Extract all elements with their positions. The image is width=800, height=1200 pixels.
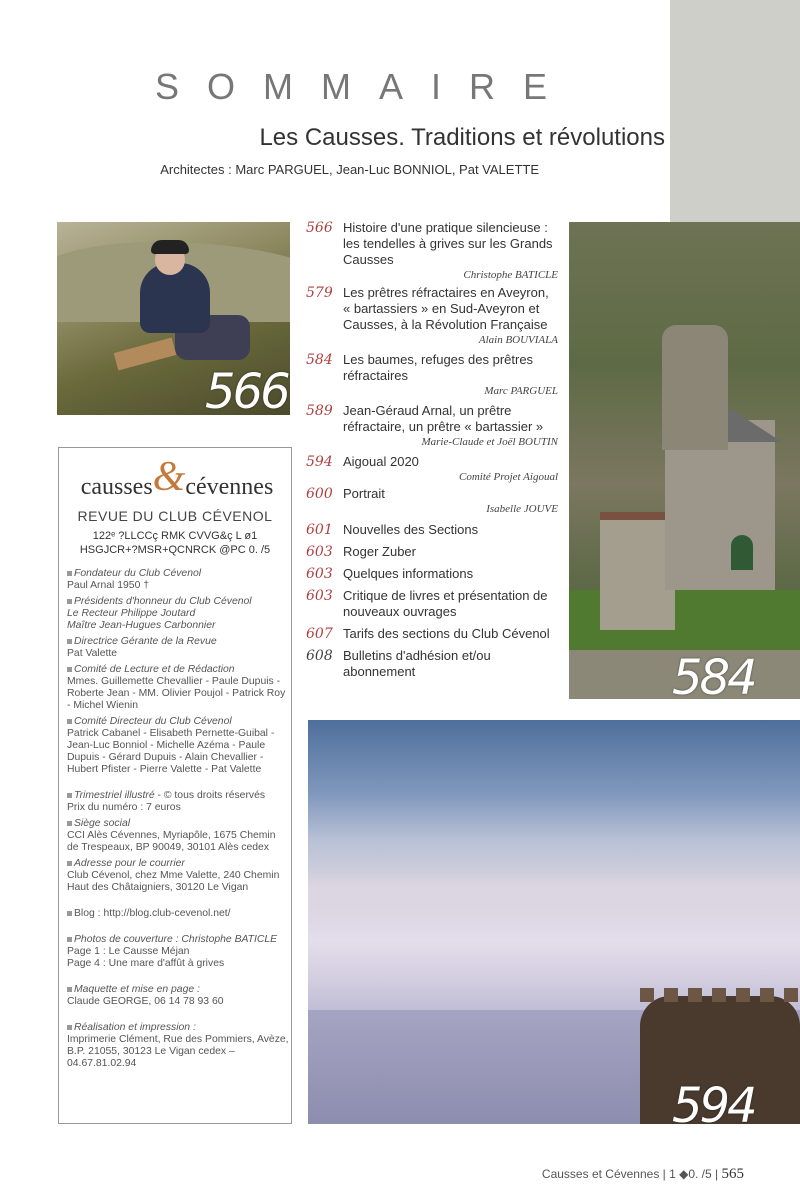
toc-author: Christophe BATICLE xyxy=(463,269,558,281)
toc-item[interactable] xyxy=(306,588,558,620)
toc-author: Comité Projet Aigoual xyxy=(459,471,558,483)
toc-page-number: 608 xyxy=(306,648,333,664)
toc-title: Nouvelles des Sections xyxy=(343,522,479,537)
photo-tower xyxy=(662,325,728,450)
toc-author: Marie-Claude et Joël BOUTIN xyxy=(421,436,558,448)
masthead-credit-entry xyxy=(67,664,289,712)
logo-word-cevennes: cévennes xyxy=(185,474,274,500)
toc-item[interactable] xyxy=(306,648,558,680)
photo-number-566: 566 xyxy=(205,364,288,420)
credit-line: Claude GEORGE, 06 14 78 93 60 xyxy=(67,996,224,1007)
masthead-credits xyxy=(67,568,289,1074)
toc-title: Roger Zuber xyxy=(343,544,416,559)
photo-number-594: 594 xyxy=(672,1078,755,1134)
page-footer xyxy=(542,1166,744,1183)
toc-page-number: 579 xyxy=(306,285,333,301)
footer-page-number: 565 xyxy=(721,1166,744,1182)
revue-logo xyxy=(63,454,291,501)
credit-line: Page 1 : Le Causse Méjan xyxy=(67,946,190,957)
photo-castle-battlements xyxy=(640,988,800,1002)
masthead-credit-entry xyxy=(67,568,289,592)
toc-title: Portrait xyxy=(343,486,385,501)
toc-page-number: 601 xyxy=(306,522,333,538)
masthead-credit-entry xyxy=(67,716,289,776)
credit-label: Maquette et mise en page : xyxy=(74,984,200,995)
photo-church-door xyxy=(731,535,753,570)
toc-page-number: 594 xyxy=(306,454,333,470)
credit-line: Club Cévenol, chez Mme Valette, 240 Chemin Haut des Châtaigniers, 30120 Le Vigan xyxy=(67,870,280,893)
credit-label: Fondateur du Club Cévenol xyxy=(74,568,202,579)
bullet-icon xyxy=(67,821,72,826)
toc-page-number: 566 xyxy=(306,220,333,236)
credit-line: CCI Alès Cévennes, Myriapôle, 1675 Chemin de Trespeaux, BP 90049, 30101 Alès cedex xyxy=(67,830,276,853)
credit-line: Le Recteur Philippe Joutard xyxy=(67,608,196,619)
credit-label: Trimestriel illustré xyxy=(74,790,155,801)
credit-line: Mmes. Guillemette Chevallier - Paule Dupuis - Roberte Jean - MM. Olivier Poujol - Patrick Roy - Michel Wienin xyxy=(67,676,286,711)
issue-info-line-1: 122ᵉ ?LLCCç RMK CVVG&ç L ø1 xyxy=(92,530,258,542)
bullet-icon xyxy=(67,987,72,992)
photo-house xyxy=(600,520,675,630)
toc-item[interactable] xyxy=(306,220,558,282)
photo-number-584: 584 xyxy=(672,650,755,706)
credit-label-suffix[interactable]: Blog : http://blog.club-cevenol.net/ xyxy=(74,908,231,919)
credit-label: Photos de couverture : Christophe BATICLE xyxy=(74,934,278,945)
bullet-icon xyxy=(67,599,72,604)
table-of-contents xyxy=(306,220,558,680)
toc-title: Tarifs des sections du Club Cévenol xyxy=(343,626,550,641)
bullet-icon xyxy=(67,639,72,644)
logo-word-causses: causses xyxy=(80,474,153,500)
credit-label: Comité Directeur du Club Cévenol xyxy=(74,716,232,727)
toc-page-number: 603 xyxy=(306,544,333,560)
masthead-credit-entry xyxy=(67,1022,289,1070)
credit-line: Paul Arnal 1950 † xyxy=(67,580,150,591)
masthead-credit-entry xyxy=(67,790,289,814)
masthead-credit-entry xyxy=(67,984,289,1008)
gray-corner-tab xyxy=(670,0,800,222)
credit-label: Présidents d'honneur du Club Cévenol xyxy=(74,596,252,607)
toc-title: Les baumes, refuges des prêtres réfractaires xyxy=(343,352,534,383)
masthead-credit-entry xyxy=(67,596,289,632)
toc-item[interactable] xyxy=(306,285,558,347)
bullet-icon xyxy=(67,571,72,576)
toc-title: Jean-Géraud Arnal, un prêtre réfractaire, un prêtre « bartassier » xyxy=(343,403,544,434)
toc-author: Alain BOUVIALA xyxy=(478,334,558,346)
masthead-credit-entry xyxy=(67,934,289,970)
toc-title: Bulletins d'adhésion et/ou abonnement xyxy=(343,648,491,679)
toc-page-number: 584 xyxy=(306,352,333,368)
architects-line: Architectes : Marc PARGUEL, Jean-Luc BONNIOL, Pat VALETTE xyxy=(160,162,539,177)
bullet-icon xyxy=(67,861,72,866)
bullet-icon xyxy=(67,793,72,798)
credit-line: Patrick Cabanel - Elisabeth Pernette-Guibal - Jean-Luc Bonniol - Michelle Azéma - Paule Dupuis - Gérard Dupuis - Alain Chevallier - Hubert Pfister - Pierre Valette - Pat Valette xyxy=(67,728,275,775)
bullet-icon xyxy=(67,937,72,942)
toc-page-number: 603 xyxy=(306,588,333,604)
credit-label-suffix: - © tous droits réservés xyxy=(154,790,266,801)
bullet-icon xyxy=(67,667,72,672)
toc-title: Histoire d'une pratique silencieuse : les tendelles à grives sur les Grands Causses xyxy=(343,220,553,267)
credit-label: Siège social xyxy=(74,818,131,829)
toc-item[interactable] xyxy=(306,626,558,642)
credit-line: Pat Valette xyxy=(67,648,118,659)
bullet-icon xyxy=(67,1025,72,1030)
photo-person-cap xyxy=(151,240,189,254)
bullet-icon xyxy=(67,911,72,916)
toc-title: Aigoual 2020 xyxy=(343,454,419,469)
toc-author: Marc PARGUEL xyxy=(484,385,558,397)
logo-ampersand: & xyxy=(152,454,186,500)
credit-label: Adresse pour le courrier xyxy=(74,858,185,869)
toc-item[interactable] xyxy=(306,454,558,484)
masthead-box xyxy=(58,447,292,1124)
sommaire-heading: SOMMAIRE xyxy=(154,66,575,107)
credit-line: Page 4 : Une mare d'affût à grives xyxy=(67,958,225,969)
toc-title: Quelques informations xyxy=(343,566,474,581)
toc-title: Les prêtres réfractaires en Aveyron, « bartassiers » en Sud-Aveyron et Causses, à la Révolution Française xyxy=(343,285,549,332)
toc-title: Critique de livres et présentation de nouveaux ouvrages xyxy=(343,588,548,619)
footer-text: Causses et Cévennes | 1 ◆0. /5 | xyxy=(541,1167,719,1181)
toc-page-number: 600 xyxy=(306,486,333,502)
toc-page-number: 589 xyxy=(306,403,333,419)
toc-item[interactable] xyxy=(306,352,558,398)
issue-info-line-2: HSGJCR+?MSR+QCNRCK @PC 0. /5 xyxy=(79,544,271,556)
credit-label: Directrice Gérante de la Revue xyxy=(74,636,217,647)
revue-subtitle: REVUE DU CLUB CÉVENOL xyxy=(77,508,273,524)
masthead-credit-entry xyxy=(67,636,289,660)
masthead-credit-entry xyxy=(67,908,289,920)
credit-label: Réalisation et impression : xyxy=(74,1022,196,1033)
toc-item[interactable] xyxy=(306,566,558,582)
toc-author: Isabelle JOUVE xyxy=(486,503,558,515)
toc-item[interactable] xyxy=(306,544,558,560)
toc-item[interactable] xyxy=(306,403,558,449)
issue-title: Les Causses. Traditions et révolutions xyxy=(259,124,665,151)
toc-item[interactable] xyxy=(306,522,558,538)
credit-label: Comité de Lecture et de Rédaction xyxy=(74,664,235,675)
credit-line: Prix du numéro : 7 euros xyxy=(67,802,181,813)
masthead-credit-entry xyxy=(67,818,289,854)
credit-line: Imprimerie Clément, Rue des Pommiers, Avèze, B.P. 21055, 30123 Le Vigan cedex – 04.67.81.02.94 xyxy=(67,1034,289,1069)
credit-line: Maître Jean-Hugues Carbonnier xyxy=(67,620,216,631)
bullet-icon xyxy=(67,719,72,724)
toc-page-number: 603 xyxy=(306,566,333,582)
toc-page-number: 607 xyxy=(306,626,333,642)
toc-item[interactable] xyxy=(306,486,558,516)
masthead-credit-entry xyxy=(67,858,289,894)
